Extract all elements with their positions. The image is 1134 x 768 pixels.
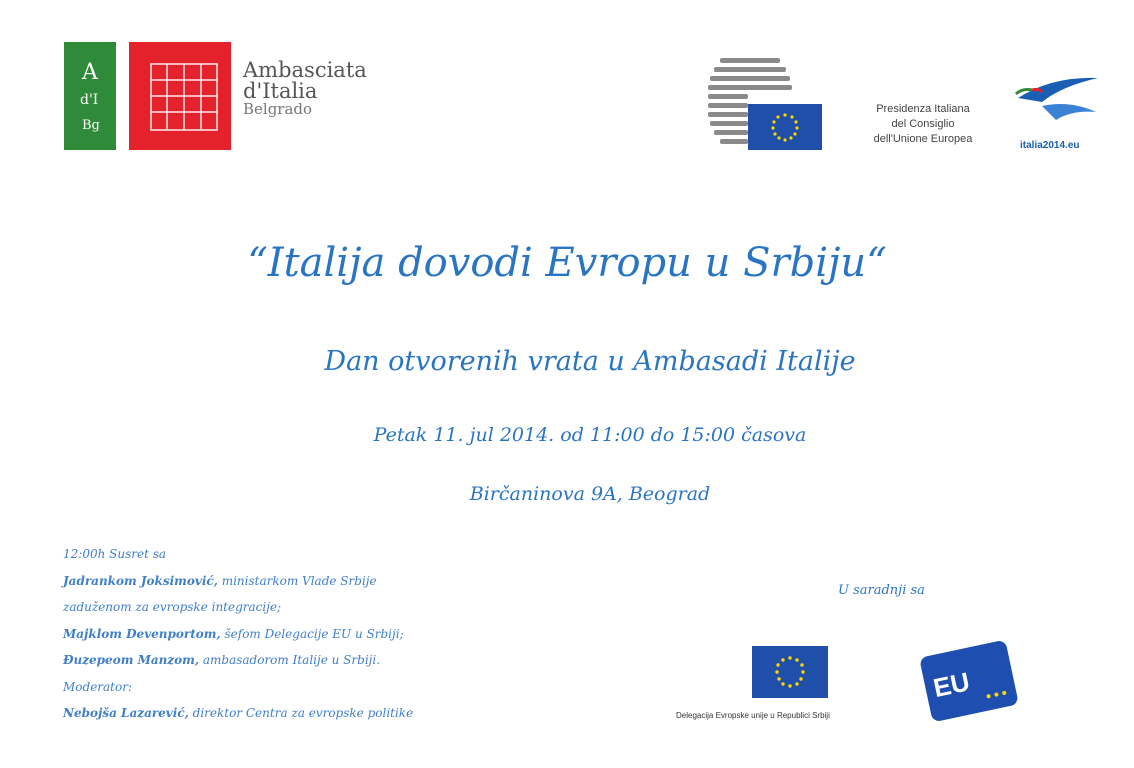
delegation-caption: Delegacija Evropske unije u Republici Srbiji bbox=[676, 711, 830, 720]
event-title: “Italija dovodi Evropu u Srbiju“ bbox=[247, 240, 887, 286]
eu-card-stars-icon bbox=[919, 640, 1019, 723]
eu-stars-icon bbox=[748, 104, 822, 150]
embassy-name-line1: Ambasciata bbox=[243, 58, 367, 82]
embassy-logo-red-panel bbox=[129, 42, 231, 150]
embassy-logo-green-panel bbox=[64, 42, 116, 150]
presidency-line2: del Consiglio bbox=[891, 117, 955, 130]
embassy-logo-letter: Bg bbox=[82, 118, 100, 133]
program-row: 12:00h Susret sa bbox=[63, 547, 167, 561]
eu-card-text: EU bbox=[930, 666, 973, 704]
eu-stars-icon bbox=[752, 646, 828, 698]
presidency-line3: dell'Unione Europea bbox=[873, 132, 973, 145]
program-row: Đuzepeom Manzom, ambasadorom Italije u Srbiji. bbox=[63, 653, 381, 667]
program-row: zaduženom za evropske integracije; bbox=[63, 600, 282, 614]
eu-flag-icon bbox=[748, 104, 822, 150]
presidency-line1: Presidenza Italiana bbox=[876, 103, 970, 115]
program-row: Nebojša Lazarević, direktor Centra za evropske politike bbox=[63, 706, 414, 720]
event-address: Birčaninova 9A, Beograd bbox=[469, 483, 711, 505]
event-datetime: Petak 11. jul 2014. od 11:00 do 15:00 časova bbox=[373, 424, 807, 446]
embassy-name-line3: Belgrado bbox=[243, 100, 313, 118]
embassy-logo-text bbox=[243, 60, 367, 117]
program-row: Jadrankom Joksimović, ministarkom Vlade Srbije bbox=[63, 573, 377, 588]
program-list bbox=[63, 541, 623, 727]
embassy-logo-letter: d'I bbox=[80, 92, 99, 108]
cooperation-label: U saradnji sa bbox=[838, 583, 925, 598]
program-row: Moderator: bbox=[63, 679, 133, 694]
eu-delegation-flag-icon bbox=[752, 646, 828, 698]
program-row: Majklom Devenportom, šefom Delegacije EU u Srbiji; bbox=[63, 626, 404, 641]
event-subtitle: Dan otvorenih vrata u Ambasadi Italije bbox=[324, 346, 856, 377]
embassy-name-line2: d'Italia bbox=[243, 79, 318, 103]
presidency-site: italia2014.eu bbox=[1020, 140, 1080, 151]
embassy-logo-letter: A bbox=[82, 60, 98, 85]
eu-info-centre-logo bbox=[919, 640, 1019, 723]
swallows-logo-icon bbox=[1012, 72, 1104, 136]
embassy-building-icon bbox=[129, 42, 231, 150]
presidency-label bbox=[848, 102, 998, 147]
